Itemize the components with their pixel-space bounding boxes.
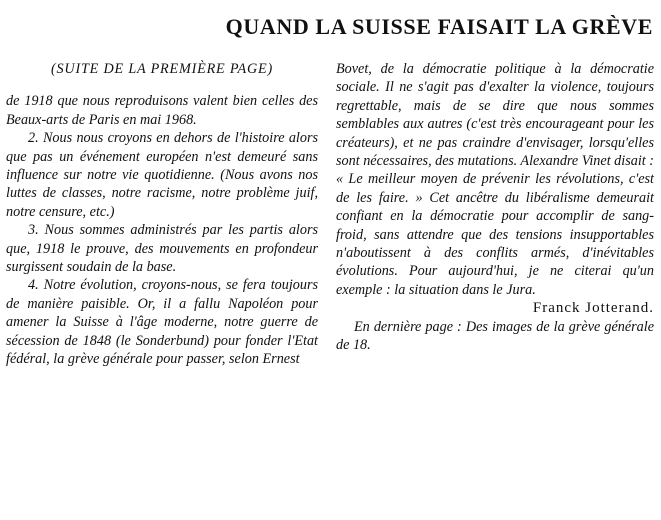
editor-note: En dernière page : Des images de la grève générale de 18. (336, 318, 654, 354)
paragraph-4: 4. Notre évolution, croyons-nous, se fera toujours de manière paisible. Or, il a fallu Napoléon pour amener la Suisse à l'âge moderne, notre guerre de sécession de 1848 (le Sonderbund) pour fonder l'Etat fédéral, la grève générale pour passer, selon Ernest (6, 277, 318, 368)
author-signature: Franck Jotterand. (532, 300, 654, 317)
paragraph-3: 3. Nous sommes administrés par les partis alors que, 1918 le prouve, des mouvements en profondeur surgissent soudain de la base. (6, 222, 318, 276)
paragraph-1: de 1918 que nous reproduisons valent bien celles des Beaux-arts de Paris en mai 1968. (6, 93, 318, 128)
paragraph-2: 2. Nous nous croyons en dehors de l'histoire alors que pas un événement européen n'est demeuré sans influence sur notre vie quotidienne. (Nous avons nos luttes de classes, notre racisme, notre problème juif, notre censure, etc.) (6, 130, 318, 220)
left-column (6, 60, 318, 369)
article-headline: QUAND LA SUISSE FAISAIT LA GRÈVE (225, 14, 653, 39)
right-column (336, 60, 654, 355)
continuation-subheading: (SUITE DE LA PREMIÈRE PAGE) (50, 61, 274, 77)
paragraph-continued: Bovet, de la démocratie politique à la démocratie sociale. Il ne s'agit pas d'exalter la violence, toujours regrettable, mais de se dire que nous sommes semblables aux autres (c'est très encourageant pour les créateurs), et ne pas craindre d'envisager, lorsqu'elles sont nécessaires, des mutations. Alexandre Vinet disait : « Le meilleur moyen de prévenir les révolutions, c'est de les faire. » Cet ancêtre du libéralisme demeurait confiant en la démocratie pour accomplir de sang-froid, sans attendre que des tensions insupportables n'aboutissent à des conflits armés, d'inévitables évolutions. Pour aujourd'hui, je ne citerai qu'un exemple : la situation dans le Jura. (336, 61, 654, 298)
